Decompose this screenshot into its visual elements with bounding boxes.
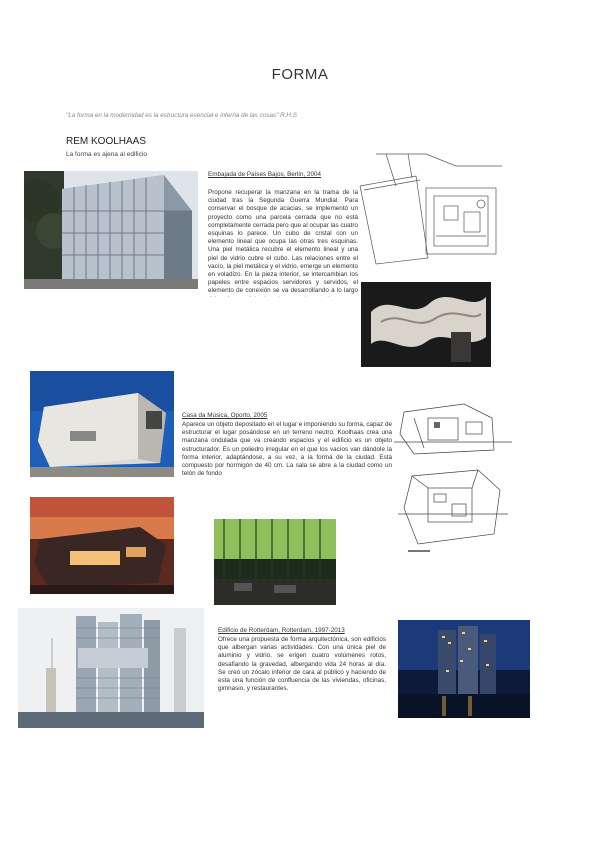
casa-musica-section	[394, 398, 512, 460]
casa-musica-photo	[30, 371, 174, 477]
casa-musica-interior-photo	[214, 519, 336, 605]
embassy-text-continued	[66, 297, 358, 374]
rotterdam-photo	[18, 608, 204, 728]
page-title: FORMA	[271, 66, 329, 83]
embassy-interior-photo	[361, 282, 491, 367]
rotterdam-night-photo	[398, 620, 530, 718]
embassy-text-column: Propone recuperar la manzana en la trama de la ciudad tras la Segunda Guerra Mundial. Para conservar el bosque de acacias, se implementó un proyecto como una parcela cerrada que no está completamente cerrada pero que al ocupar las cuatro esquinas lo parece. Un cubo de cristal con un elemento lineal que ocupa las otras tres esquinas. Una piel metálica recubre el elemento lineal y una piel de vidrio cubre el cubo. Las relaciones entre el vacío, la piel metálica y el vidrio, emerge un elemento en voladizo. En la pieza interior, se intercambian los papeles entre espacios servidores y servidos, el elemento de conexión se va desarrollando a lo largo	[208, 189, 358, 295]
rotterdam-title: Edificio de Rotterdam, Rotterdam, 1997-2013	[218, 627, 345, 634]
casa-musica-plan	[398, 464, 508, 562]
casa-musica-sunset-photo	[30, 497, 174, 594]
casa-musica-title: Casa da Música, Oporto, 2005	[182, 412, 268, 419]
page-quote: "La forma en la modernidad es la estructura esencial e interna de las cosas" R.H.S	[66, 112, 297, 119]
author-heading: REM KOOLHAAS	[66, 136, 147, 147]
embassy-title: Embajada de Países Bajos, Berlín, 2004	[208, 171, 322, 178]
rotterdam-text: Ofrece una propuesta de forma arquitectónica, son edificios que albergan varias actividades. Con una única piel de aluminio y vidrio, se erigen cuatro volúmenes rotos, desafiando la gravedad, albergando vida 24 horas al día. Se creó un zócalo inferior de cara al público y haciendo de esta una función de confluencia de las viviendas, oficinas, gimnasio, y restaurantes.	[218, 636, 386, 693]
embassy-photo	[24, 171, 198, 289]
casa-musica-text: Aparece un objeto depositado en el lugar e imponiendo su forma, capaz de estructurar el lugar posándose en un terreno neutro. Koolhaas crea una manzana ondulada que va creando espacios y el edificio es un objeto estructurador. Es un poliedro irregular en el que los vacíos van dándole la forma interior, adaptándose, a su vez, a la forma de la ciudad. Está compuesto por hormigón de 40 cm. La sala se abre a la ciudad como un telón de fondo	[182, 421, 392, 478]
embassy-plan	[356, 146, 506, 270]
page-subtitle: La forma es ajena al edificio	[66, 151, 147, 158]
